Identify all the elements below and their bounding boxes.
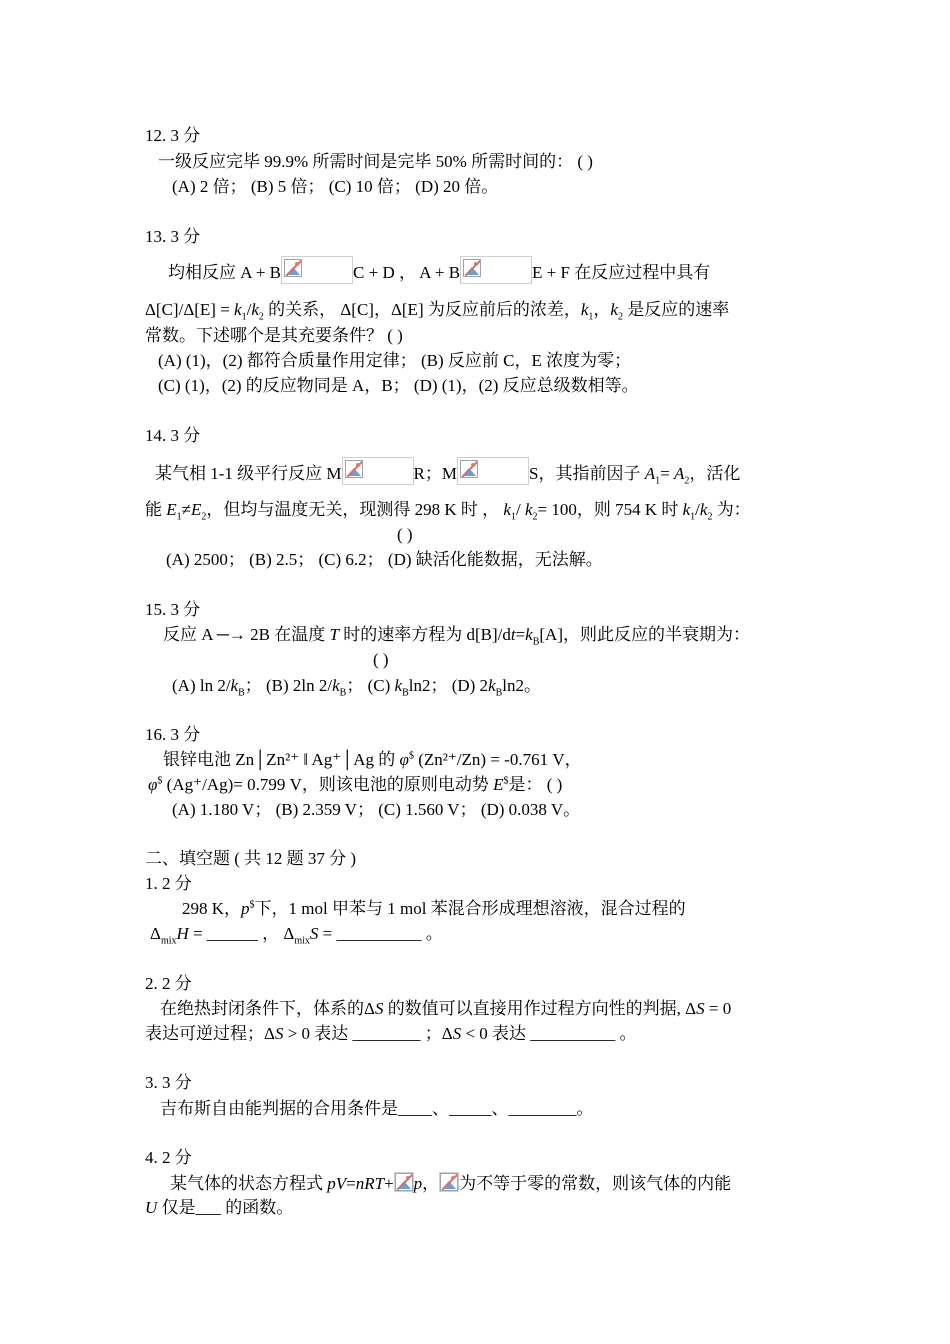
- q13-line1: [168, 256, 710, 284]
- q16-line2: φ$ (Ag⁺/Ag)= 0.799 V，则该电池的原则电动势 E$是： ( ): [148, 775, 563, 794]
- q16-heading: 16. 3 分: [145, 725, 201, 744]
- f2-line1-a: 在绝热封闭条件下，体系的Δ: [160, 999, 375, 1018]
- q15-answer-bracket: ( ): [373, 650, 389, 669]
- f1-line1-b: 下，1 mol 甲苯与 1 mol 苯混合形成理想溶液，混合过程的: [254, 899, 686, 918]
- q16-line1: 银锌电池 Zn│Zn²⁺ ‖ Ag⁺│Ag 的 φ$ (Zn²⁺/Zn) = -0.761 V，: [163, 750, 582, 769]
- f3-line1: 吉布斯自由能判据的合用条件是____、_____、________。: [160, 1099, 594, 1118]
- q14-line1-b: R；M: [413, 464, 457, 483]
- f2-heading: 2. 2 分: [145, 974, 192, 993]
- q13-heading: 13. 3 分: [145, 227, 201, 246]
- q16-line1-a: 银锌电池 Zn│Zn²⁺ ‖ Ag⁺│Ag 的: [163, 750, 396, 769]
- q15-line1-b: 时的速率方程为 d[B]/d: [343, 625, 511, 644]
- q14-line2-b: ，但均与温度无关，现测得 298 K 时 ，: [206, 500, 500, 519]
- q16-options: (A) 1.180 V； (B) 2.359 V； (C) 1.560 V； (D) 0.038 V。: [172, 800, 581, 819]
- broken-image-icon: [440, 1173, 458, 1191]
- q15-option-a: (A) ln 2/: [172, 676, 231, 695]
- q14-line2-a: 能: [145, 500, 162, 519]
- broken-image-icon: [463, 259, 481, 277]
- q15-option-b: ； (B) 2ln 2/: [244, 676, 333, 695]
- q13-line2: $\Delta[C]/\Delta[E] = k_1/k_2$ 的关系， Δ[C]，Δ[E] 为反应前后的浓差，$k_1$，$k_2$ 是反应的速率: [145, 300, 730, 323]
- f2-line1-c: = 0: [708, 999, 732, 1018]
- q12-stem: 一级反应完毕 99.9% 所需时间是完毕 50% 所需时间的： ( ): [158, 152, 593, 171]
- section-title: 二、填空题 ( 共 12 题 37 分 ): [145, 849, 357, 868]
- f1-line1: 298 K，p$下，1 mol 甲苯与 1 mol 苯混合形成理想溶液，混合过程的: [182, 899, 686, 918]
- constant-symbol-image: [394, 1172, 414, 1192]
- q15-line1: 反应 A ─→ 2B 在温度 T 时的速率方程为 $d[B]/dt=k_B[A]$，则此反应的半衰期为：: [163, 625, 750, 648]
- f1-line2-a: = ______ ，: [193, 924, 280, 943]
- f4-line1-c: 为不等于零的常数，则该气体的内能: [459, 1174, 732, 1193]
- f2-line1: 在绝热封闭条件下，体系的ΔS 的数值可以直接用作过程方向性的判据, ΔS = 0: [160, 999, 732, 1018]
- q15-line1-a: 反应 A ─→ 2B 在温度: [163, 625, 326, 644]
- f4-line2: U 仅是___ 的函数。: [145, 1198, 294, 1217]
- q13-line1-c: E + F 在反应过程中具有: [532, 263, 711, 282]
- q14-line1: 某气相 1-1 级平行反应 M R；M S，其指前因子 $A_1= A_2$，活化: [155, 457, 740, 485]
- reaction-arrow-image: [342, 457, 414, 485]
- f2-line2-b: > 0 表达 ________ ；Δ: [287, 1024, 453, 1043]
- q13-line3: 常数。下述哪个是其充要条件？ ( ): [145, 326, 403, 345]
- constant-symbol-image: [439, 1172, 459, 1192]
- q15-option-c: ； (C): [346, 676, 391, 695]
- f4-line1: 某气体的状态方程式 pV=nRT+ p， 为不等于零的常数，则该气体的内能: [170, 1174, 732, 1193]
- q16-line1-b: (Zn²⁺/Zn) = -0.761 V，: [418, 750, 582, 769]
- f4-line1-a: 某气体的状态方程式: [170, 1174, 323, 1193]
- q16-line2-b: (Ag⁺/Ag)= 0.799 V，则该电池的原则电动势: [166, 775, 489, 794]
- q15-line1-c: [A]，则此反应的半衰期为：: [539, 625, 750, 644]
- f2-line1-b: 的数值可以直接用作过程方向性的判据, Δ: [387, 999, 697, 1018]
- reaction-arrow-image: [457, 457, 529, 485]
- reaction-arrow-image: [281, 256, 353, 284]
- f4-line1-b: ，: [422, 1174, 440, 1193]
- f1-line2: $\Delta_{mix}H$ = ______ ， $\Delta_{mix}S$ = __________ 。: [150, 924, 443, 947]
- q13-options-ab: (A) (1)，(2) 都符合质量作用定律； (B) 反应前 C，E 浓度为零；: [158, 351, 632, 370]
- broken-image-icon: [395, 1173, 413, 1191]
- reaction-arrow-image: [460, 256, 532, 284]
- q13-line1-a: 均相反应 A + B: [168, 263, 282, 282]
- q16-line2-c: 是： ( ): [508, 775, 563, 794]
- q13-options-cd: (C) (1)，(2) 的反应物同是 A，B； (D) (1)，(2) 反应总级数相等。: [158, 376, 639, 395]
- q15-option-e: ln2。: [502, 676, 542, 695]
- f4-line2-b: 仅是___ 的函数。: [161, 1198, 294, 1217]
- f4-heading: 4. 2 分: [145, 1148, 192, 1167]
- q15-options: (A) $\ln 2/k_B$； (B) 2ln $2/k_B$； (C) $k_B\ln 2$； (D) $2k_B\ln 2$。: [172, 676, 542, 699]
- q12-options: (A) 2 倍； (B) 5 倍； (C) 10 倍； (D) 20 倍。: [172, 177, 499, 196]
- f3-heading: 3. 3 分: [145, 1073, 192, 1092]
- f1-line2-b: = __________ 。: [322, 924, 443, 943]
- q14-line2-c: = 100，则 754 K 时: [537, 500, 679, 519]
- q14-heading: 14. 3 分: [145, 426, 201, 445]
- f2-line2-c: < 0 表达 __________ 。: [465, 1024, 637, 1043]
- q14-options: (A) 2500； (B) 2.5； (C) 6.2； (D) 缺活化能数据，无法解。: [166, 550, 603, 569]
- broken-image-icon: [284, 259, 302, 277]
- f1-heading: 1. 2 分: [145, 874, 192, 893]
- q14-answer-bracket: ( ): [397, 525, 413, 544]
- q14-line2: 能 $E_1\ne E_2$，但均与温度无关，现测得 298 K 时 ， $k_1/$ $k_2= 100$，则 754 K 时 $k_1/k_2$ 为：: [145, 500, 751, 523]
- q14-line1-c: S，其指前因子: [529, 464, 641, 483]
- broken-image-icon: [460, 460, 478, 478]
- f2-line2-a: 表达可逆过程；Δ: [145, 1024, 275, 1043]
- q14-line1-a: 某气相 1-1 级平行反应 M: [155, 464, 342, 483]
- broken-image-icon: [345, 460, 363, 478]
- q15-option-d: ln2； (D) 2: [408, 676, 489, 695]
- f2-line2: 表达可逆过程；ΔS > 0 表达 ________ ；ΔS < 0 表达 __________ 。: [145, 1024, 637, 1043]
- q12-heading: 12. 3 分: [145, 126, 201, 145]
- q13-line2-text: 关系， Δ[C]，Δ[E] 为反应前后的浓差，: [285, 300, 581, 319]
- q15-heading: 15. 3 分: [145, 600, 201, 619]
- q13-line1-b: C + D ， A + B: [353, 263, 461, 282]
